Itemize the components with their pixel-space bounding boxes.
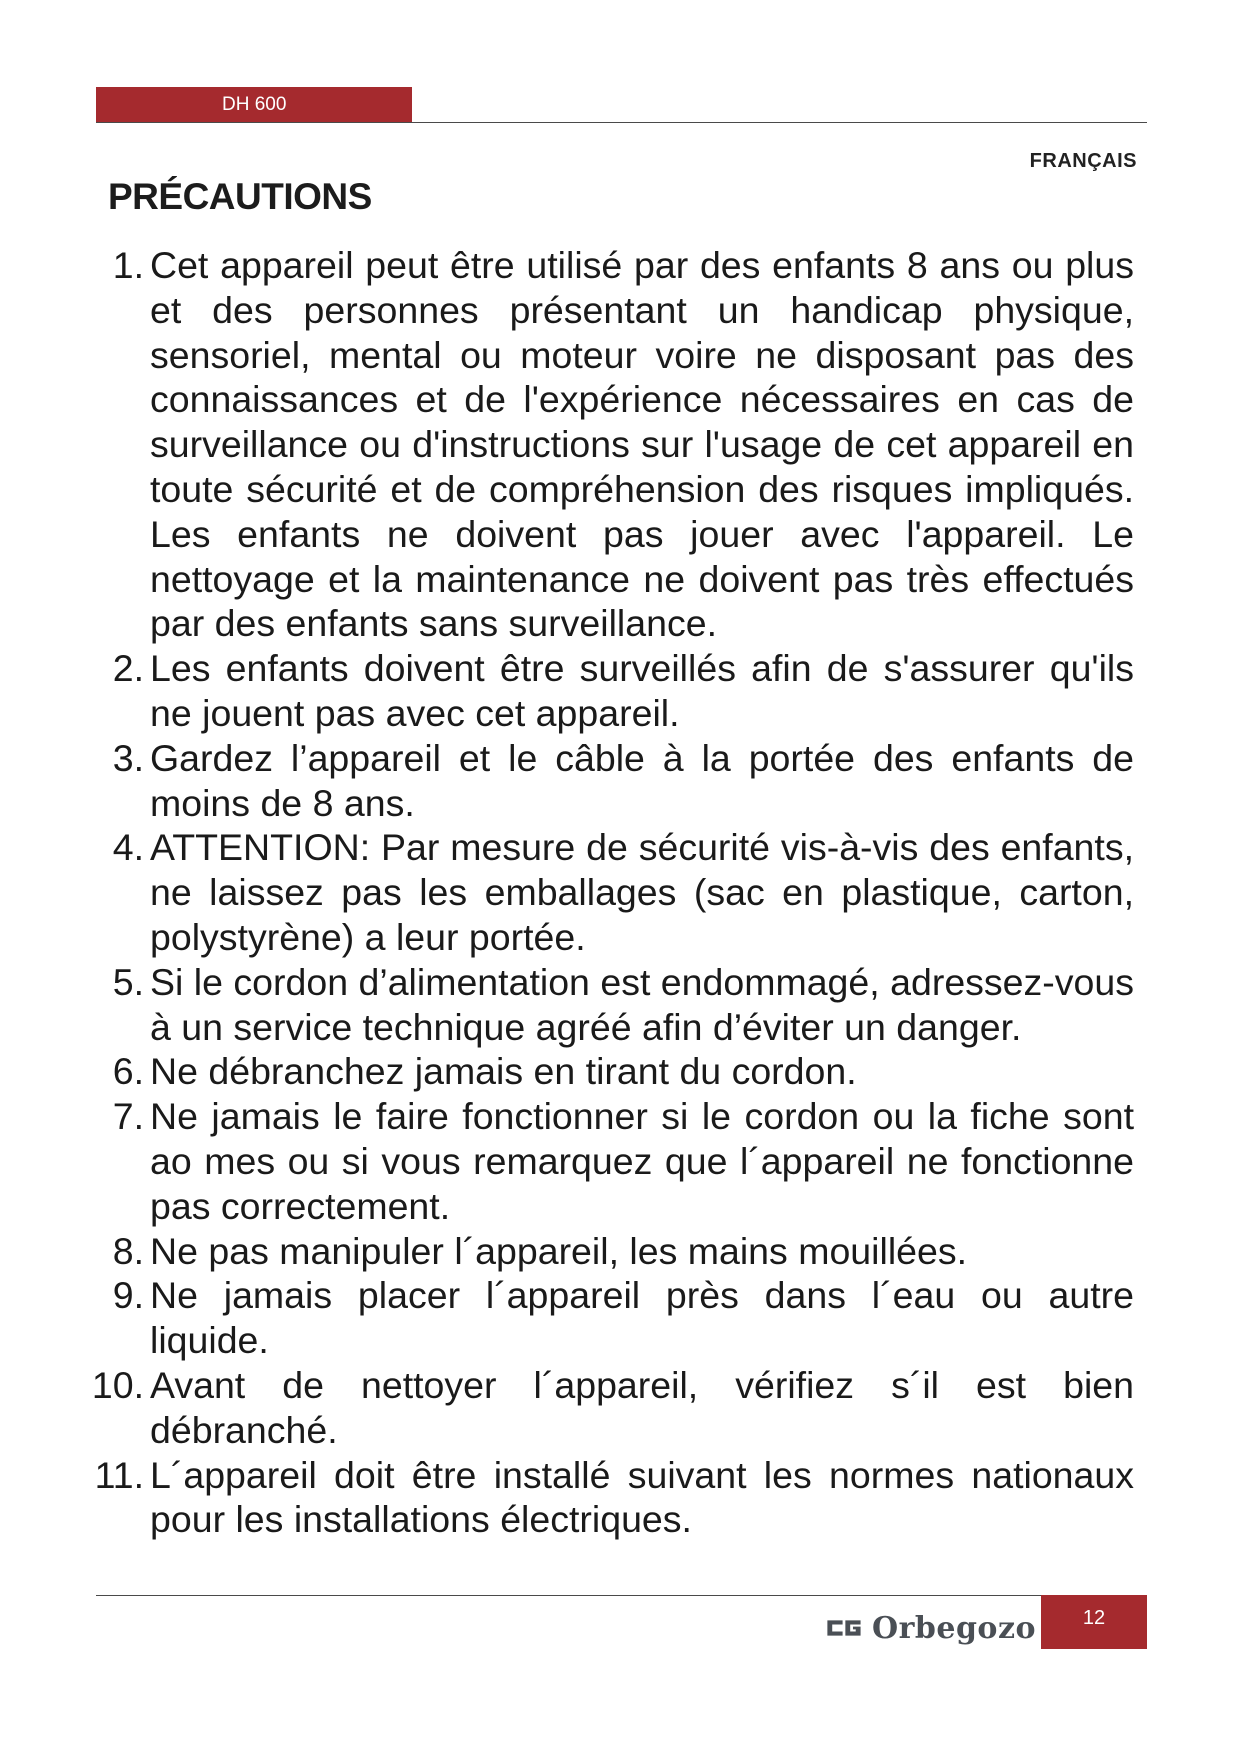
- item-number: 6.: [112, 1050, 144, 1093]
- header-rule: [96, 122, 1147, 123]
- item-number: 4.: [112, 826, 144, 869]
- item-text: Ne pas manipuler l´appareil, les mains mouillées.: [150, 1229, 968, 1272]
- list-item: [88, 1049, 1134, 1094]
- footer-rule: [96, 1595, 1147, 1596]
- item-number: 8.: [112, 1229, 144, 1272]
- model-tab: [96, 87, 412, 122]
- list-item: [88, 1453, 1134, 1543]
- brand-mark-icon: [826, 1615, 862, 1641]
- list-item: [88, 1229, 1134, 1274]
- list-item: [88, 243, 1134, 646]
- item-number: 1.: [112, 244, 144, 286]
- page-title: PRÉCAUTIONS: [108, 176, 372, 217]
- item-number: 10.: [91, 1363, 144, 1406]
- item-number: 11.: [94, 1453, 144, 1496]
- language-label: FRANÇAIS: [1029, 150, 1137, 172]
- list-item: [88, 1094, 1134, 1228]
- item-text: Les enfants doivent être surveillés afin de s'assurer qu'ils ne jouent pas avec cet appareil.: [150, 647, 1134, 734]
- brand-logo: [826, 1605, 1036, 1651]
- item-text: Cet appareil peut être utilisé par des enfants 8 ans ou plus et des personnes présentant un handicap physique, sensoriel, mental ou moteur voire ne disposant pas des connaissances et de l'expérience nécessaires en cas de surveillance ou d'instructions sur l'usage de cet appareil en toute sécurité et de compréhension des risques impliqués. Les enfants ne doivent pas jouer avec l'appareil. Le nettoyage et la maintenance ne doivent pas très effectués par des enfants sans surveillance.: [150, 244, 1134, 645]
- item-text: Ne jamais placer l´appareil près dans l´eau ou autre liquide.: [150, 1274, 1134, 1362]
- list-item: [88, 1363, 1134, 1453]
- item-number: 3.: [112, 736, 144, 779]
- page-number-box: [1041, 1595, 1147, 1649]
- item-text: ATTENTION: Par mesure de sécurité vis-à-vis des enfants, ne laissez pas les emballages (sac en plastique, carton, polystyrène) a leur portée.: [150, 826, 1134, 958]
- item-number: 2.: [112, 647, 144, 690]
- list-item: [88, 960, 1134, 1050]
- item-number: 7.: [112, 1095, 144, 1138]
- list-item: [88, 1273, 1134, 1363]
- page-number: 12: [1082, 1607, 1106, 1629]
- brand-name: Orbegozo: [871, 1610, 1036, 1646]
- item-number: 5.: [112, 960, 144, 1003]
- item-text: Gardez l’appareil et le câble à la portée des enfants de moins de 8 ans.: [150, 736, 1134, 824]
- list-item: [88, 646, 1134, 736]
- list-item: [88, 825, 1134, 959]
- list-item: [88, 736, 1134, 826]
- item-text: L´appareil doit être installé suivant les normes nationaux pour les installations électriques.: [150, 1453, 1134, 1541]
- item-text: Si le cordon d’alimentation est endommagé, adressez-vous à un service technique agréé afin d’éviter un danger.: [150, 960, 1134, 1048]
- precautions-list: [88, 243, 1134, 1542]
- item-text: Avant de nettoyer l´appareil, vérifiez s´il est bien débranché.: [150, 1363, 1134, 1451]
- item-text: Ne débranchez jamais en tirant du cordon.: [150, 1050, 857, 1093]
- item-text: Ne jamais le faire fonctionner si le cordon ou la fiche sont ao mes ou si vous remarquez que l´appareil ne fonctionne pas correctement.: [150, 1095, 1134, 1227]
- item-number: 9.: [112, 1274, 144, 1317]
- model-label: DH 600: [222, 94, 287, 115]
